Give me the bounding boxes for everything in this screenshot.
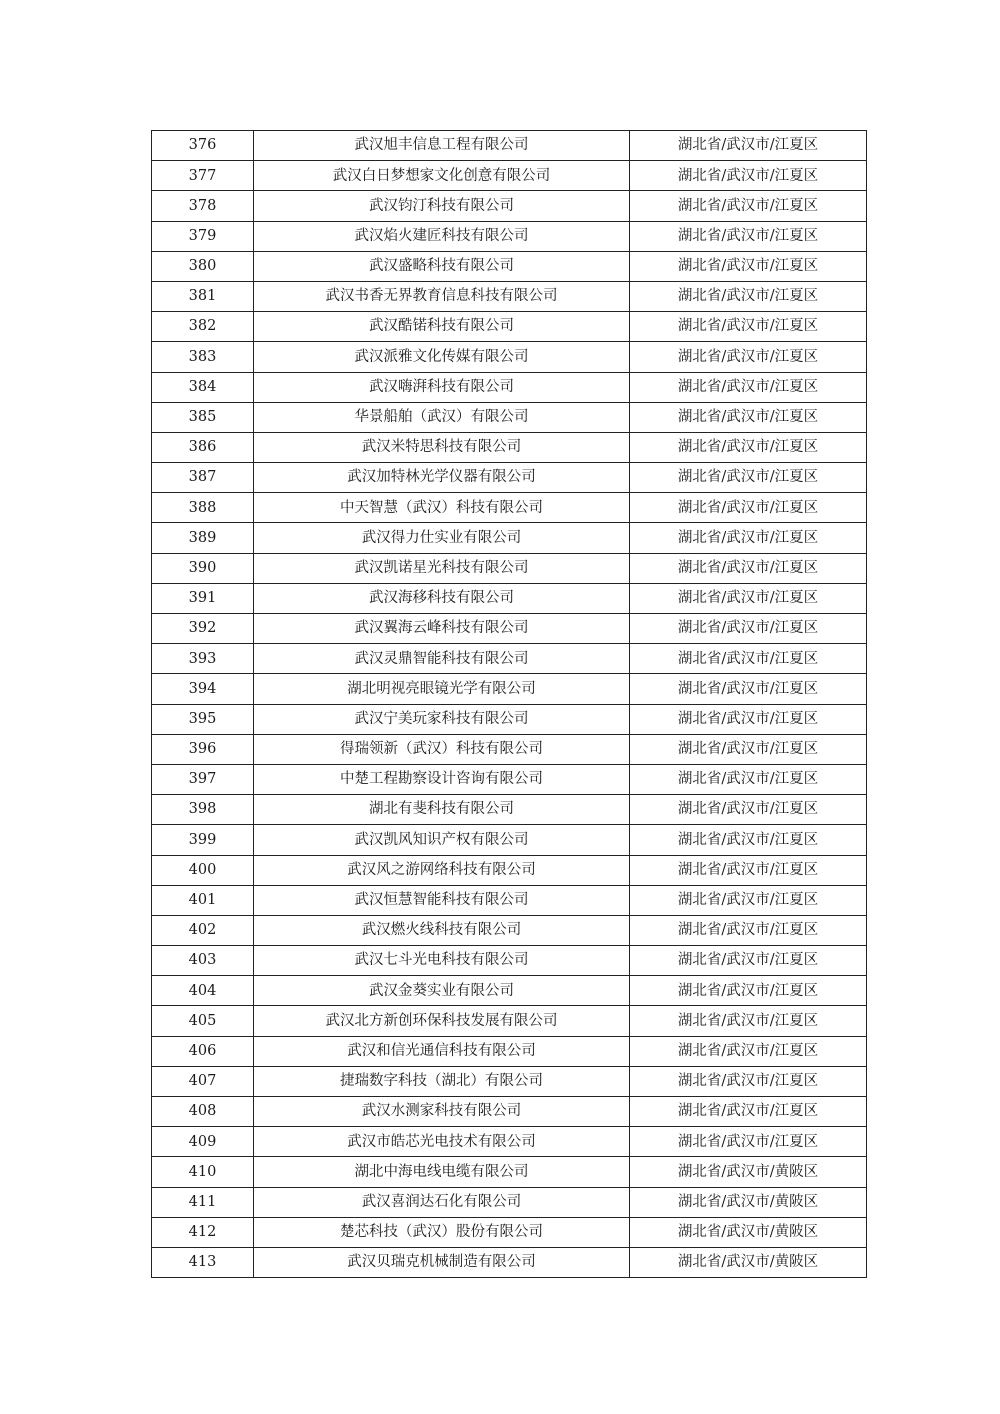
company-table-body <box>152 131 867 1278</box>
table-row <box>152 342 867 372</box>
row-number-cell: 380 <box>152 251 254 281</box>
table-row <box>152 1097 867 1127</box>
region-cell: 湖北省/武汉市/黄陂区 <box>630 1247 867 1277</box>
table-row <box>152 1127 867 1157</box>
company-name-cell: 武汉加特林光学仪器有限公司 <box>254 463 630 493</box>
row-number-cell: 408 <box>152 1097 254 1127</box>
region-cell: 湖北省/武汉市/江夏区 <box>630 1036 867 1066</box>
row-number-cell: 376 <box>152 131 254 161</box>
row-number-cell: 392 <box>152 614 254 644</box>
company-name-cell: 得瑞领新（武汉）科技有限公司 <box>254 734 630 764</box>
table-row <box>152 463 867 493</box>
row-number-cell: 379 <box>152 221 254 251</box>
region-cell: 湖北省/武汉市/江夏区 <box>630 281 867 311</box>
company-name-cell: 武汉凯风知识产权有限公司 <box>254 825 630 855</box>
table-row <box>152 493 867 523</box>
region-cell: 湖北省/武汉市/江夏区 <box>630 734 867 764</box>
table-row <box>152 644 867 674</box>
region-cell: 湖北省/武汉市/江夏区 <box>630 915 867 945</box>
row-number-cell: 388 <box>152 493 254 523</box>
table-row <box>152 281 867 311</box>
table-row <box>152 1066 867 1096</box>
region-cell: 湖北省/武汉市/江夏区 <box>630 553 867 583</box>
company-table <box>151 130 867 1278</box>
region-cell: 湖北省/武汉市/江夏区 <box>630 795 867 825</box>
region-cell: 湖北省/武汉市/江夏区 <box>630 674 867 704</box>
table-row <box>152 161 867 191</box>
table-row <box>152 614 867 644</box>
row-number-cell: 386 <box>152 432 254 462</box>
company-name-cell: 武汉海移科技有限公司 <box>254 583 630 613</box>
region-cell: 湖北省/武汉市/江夏区 <box>630 1127 867 1157</box>
region-cell: 湖北省/武汉市/江夏区 <box>630 946 867 976</box>
company-name-cell: 武汉燃火线科技有限公司 <box>254 915 630 945</box>
company-name-cell: 湖北明视亮眼镜光学有限公司 <box>254 674 630 704</box>
region-cell: 湖北省/武汉市/江夏区 <box>630 583 867 613</box>
region-cell: 湖北省/武汉市/江夏区 <box>630 1097 867 1127</box>
row-number-cell: 393 <box>152 644 254 674</box>
region-cell: 湖北省/武汉市/江夏区 <box>630 644 867 674</box>
region-cell: 湖北省/武汉市/江夏区 <box>630 885 867 915</box>
company-name-cell: 武汉贝瑞克机械制造有限公司 <box>254 1247 630 1277</box>
region-cell: 湖北省/武汉市/江夏区 <box>630 312 867 342</box>
table-row <box>152 946 867 976</box>
company-name-cell: 武汉喜润达石化有限公司 <box>254 1187 630 1217</box>
row-number-cell: 405 <box>152 1006 254 1036</box>
company-name-cell: 武汉北方新创环保科技发展有限公司 <box>254 1006 630 1036</box>
row-number-cell: 384 <box>152 372 254 402</box>
table-row <box>152 553 867 583</box>
region-cell: 湖北省/武汉市/江夏区 <box>630 1006 867 1036</box>
company-name-cell: 武汉市皓芯光电技术有限公司 <box>254 1127 630 1157</box>
table-row <box>152 915 867 945</box>
table-row <box>152 1006 867 1036</box>
company-name-cell: 中楚工程勘察设计咨询有限公司 <box>254 764 630 794</box>
row-number-cell: 409 <box>152 1127 254 1157</box>
company-name-cell: 武汉书香无界教育信息科技有限公司 <box>254 281 630 311</box>
company-name-cell: 华景船舶（武汉）有限公司 <box>254 402 630 432</box>
row-number-cell: 404 <box>152 976 254 1006</box>
table-row <box>152 372 867 402</box>
region-cell: 湖北省/武汉市/江夏区 <box>630 976 867 1006</box>
row-number-cell: 394 <box>152 674 254 704</box>
table-row <box>152 1217 867 1247</box>
table-row <box>152 734 867 764</box>
company-name-cell: 楚芯科技（武汉）股份有限公司 <box>254 1217 630 1247</box>
row-number-cell: 397 <box>152 764 254 794</box>
company-name-cell: 武汉水测家科技有限公司 <box>254 1097 630 1127</box>
row-number-cell: 389 <box>152 523 254 553</box>
table-row <box>152 885 867 915</box>
table-row <box>152 251 867 281</box>
region-cell: 湖北省/武汉市/江夏区 <box>630 463 867 493</box>
table-row <box>152 1036 867 1066</box>
company-name-cell: 捷瑞数字科技（湖北）有限公司 <box>254 1066 630 1096</box>
company-name-cell: 湖北中海电线电缆有限公司 <box>254 1157 630 1187</box>
region-cell: 湖北省/武汉市/江夏区 <box>630 191 867 221</box>
table-row <box>152 583 867 613</box>
row-number-cell: 401 <box>152 885 254 915</box>
company-name-cell: 武汉得力仕实业有限公司 <box>254 523 630 553</box>
table-row <box>152 312 867 342</box>
company-name-cell: 武汉翼海云峰科技有限公司 <box>254 614 630 644</box>
region-cell: 湖北省/武汉市/江夏区 <box>630 493 867 523</box>
table-row <box>152 1187 867 1217</box>
company-name-cell: 武汉七斗光电科技有限公司 <box>254 946 630 976</box>
company-name-cell: 武汉盛略科技有限公司 <box>254 251 630 281</box>
table-row <box>152 855 867 885</box>
row-number-cell: 391 <box>152 583 254 613</box>
region-cell: 湖北省/武汉市/江夏区 <box>630 221 867 251</box>
company-name-cell: 武汉钧汀科技有限公司 <box>254 191 630 221</box>
row-number-cell: 406 <box>152 1036 254 1066</box>
region-cell: 湖北省/武汉市/江夏区 <box>630 704 867 734</box>
region-cell: 湖北省/武汉市/江夏区 <box>630 372 867 402</box>
row-number-cell: 390 <box>152 553 254 583</box>
row-number-cell: 396 <box>152 734 254 764</box>
table-row <box>152 976 867 1006</box>
row-number-cell: 382 <box>152 312 254 342</box>
row-number-cell: 387 <box>152 463 254 493</box>
company-name-cell: 武汉和信光通信科技有限公司 <box>254 1036 630 1066</box>
table-row <box>152 221 867 251</box>
table-row <box>152 131 867 161</box>
row-number-cell: 398 <box>152 795 254 825</box>
row-number-cell: 413 <box>152 1247 254 1277</box>
region-cell: 湖北省/武汉市/江夏区 <box>630 1066 867 1096</box>
company-name-cell: 武汉旭丰信息工程有限公司 <box>254 131 630 161</box>
table-row <box>152 523 867 553</box>
company-name-cell: 武汉焰火建匠科技有限公司 <box>254 221 630 251</box>
table-row <box>152 825 867 855</box>
region-cell: 湖北省/武汉市/江夏区 <box>630 342 867 372</box>
table-row <box>152 704 867 734</box>
region-cell: 湖北省/武汉市/江夏区 <box>630 825 867 855</box>
row-number-cell: 410 <box>152 1157 254 1187</box>
company-name-cell: 武汉嗨湃科技有限公司 <box>254 372 630 402</box>
table-row <box>152 191 867 221</box>
row-number-cell: 378 <box>152 191 254 221</box>
company-name-cell: 武汉灵鼎智能科技有限公司 <box>254 644 630 674</box>
row-number-cell: 411 <box>152 1187 254 1217</box>
table-row <box>152 1247 867 1277</box>
row-number-cell: 383 <box>152 342 254 372</box>
row-number-cell: 399 <box>152 825 254 855</box>
row-number-cell: 412 <box>152 1217 254 1247</box>
company-name-cell: 武汉金葵实业有限公司 <box>254 976 630 1006</box>
company-name-cell: 湖北有斐科技有限公司 <box>254 795 630 825</box>
table-row <box>152 795 867 825</box>
company-name-cell: 武汉白日梦想家文化创意有限公司 <box>254 161 630 191</box>
region-cell: 湖北省/武汉市/黄陂区 <box>630 1217 867 1247</box>
row-number-cell: 403 <box>152 946 254 976</box>
table-row <box>152 402 867 432</box>
row-number-cell: 400 <box>152 855 254 885</box>
region-cell: 湖北省/武汉市/江夏区 <box>630 523 867 553</box>
region-cell: 湖北省/武汉市/黄陂区 <box>630 1187 867 1217</box>
row-number-cell: 407 <box>152 1066 254 1096</box>
region-cell: 湖北省/武汉市/江夏区 <box>630 614 867 644</box>
region-cell: 湖北省/武汉市/黄陂区 <box>630 1157 867 1187</box>
company-name-cell: 中天智慧（武汉）科技有限公司 <box>254 493 630 523</box>
region-cell: 湖北省/武汉市/江夏区 <box>630 855 867 885</box>
company-name-cell: 武汉恒慧智能科技有限公司 <box>254 885 630 915</box>
table-row <box>152 432 867 462</box>
row-number-cell: 385 <box>152 402 254 432</box>
company-name-cell: 武汉派雅文化传媒有限公司 <box>254 342 630 372</box>
region-cell: 湖北省/武汉市/江夏区 <box>630 432 867 462</box>
row-number-cell: 402 <box>152 915 254 945</box>
row-number-cell: 377 <box>152 161 254 191</box>
company-name-cell: 武汉凯诺星光科技有限公司 <box>254 553 630 583</box>
region-cell: 湖北省/武汉市/江夏区 <box>630 764 867 794</box>
region-cell: 湖北省/武汉市/江夏区 <box>630 161 867 191</box>
region-cell: 湖北省/武汉市/江夏区 <box>630 402 867 432</box>
company-name-cell: 武汉风之游网络科技有限公司 <box>254 855 630 885</box>
region-cell: 湖北省/武汉市/江夏区 <box>630 251 867 281</box>
company-name-cell: 武汉酷锘科技有限公司 <box>254 312 630 342</box>
table-row <box>152 764 867 794</box>
row-number-cell: 395 <box>152 704 254 734</box>
row-number-cell: 381 <box>152 281 254 311</box>
company-name-cell: 武汉米特思科技有限公司 <box>254 432 630 462</box>
region-cell: 湖北省/武汉市/江夏区 <box>630 131 867 161</box>
table-row <box>152 1157 867 1187</box>
company-name-cell: 武汉宁美玩家科技有限公司 <box>254 704 630 734</box>
table-row <box>152 674 867 704</box>
